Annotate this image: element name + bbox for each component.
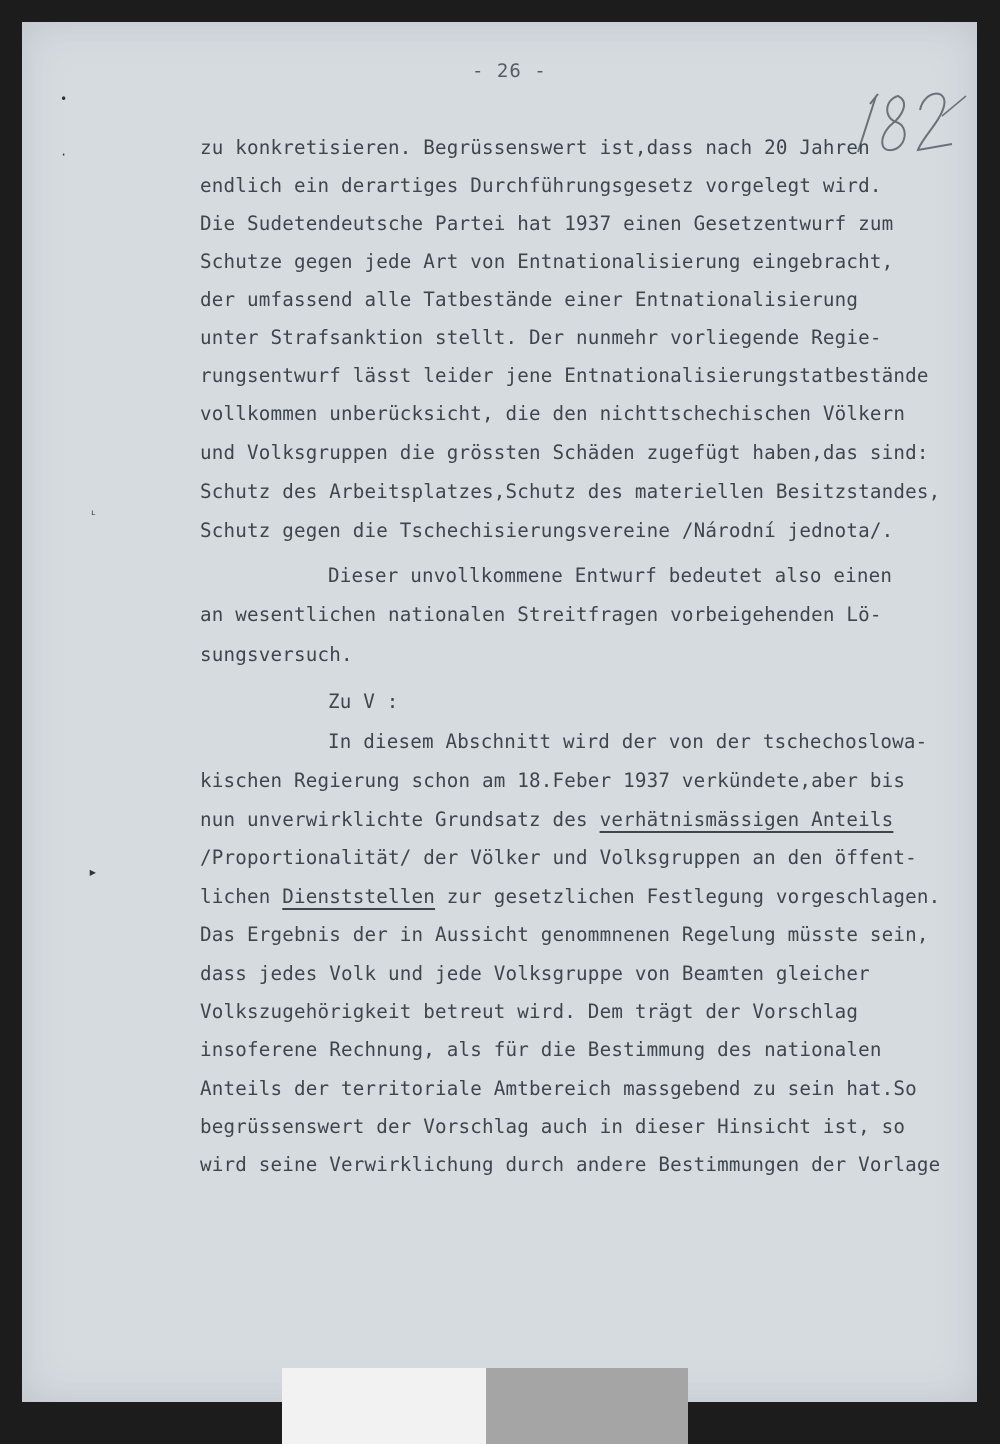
text-line: Das Ergebnis der in Aussicht genommnenen Regelung müsste sein, — [200, 923, 929, 946]
text-segment: nun unverwirklichte Grundsatz des — [200, 808, 600, 831]
text-line: insoferene Rechnung, als für die Bestimmung des nationalen — [200, 1038, 882, 1061]
text-line: kischen Regierung schon am 18.Feber 1937 verkündete,aber bis — [200, 769, 906, 792]
text-line: Dieser unvollkommene Entwurf bedeutet also einen — [328, 564, 893, 587]
text-line: Anteils der territoriale Amtbereich massgebend zu sein hat.So — [200, 1077, 917, 1100]
text-line: rungsentwurf lässt leider jene Entnationalisierungstatbestände — [200, 364, 929, 387]
punch-mark: • — [60, 92, 68, 106]
text-line — [200, 808, 893, 831]
text-segment: lichen — [200, 885, 283, 908]
underlined-text: verhätnismässigen Anteils — [599, 808, 894, 831]
underlined-text: Dienststellen — [282, 885, 436, 908]
text-line: sungsversuch. — [200, 643, 353, 666]
punch-mark: ▸ — [88, 862, 98, 881]
text-line: vollkommen unberücksicht, die den nichttschechischen Völkern — [200, 402, 906, 425]
document-page — [22, 22, 977, 1402]
text-line: /Proportionalität/ der Völker und Volksgruppen an den öffent- — [200, 846, 917, 869]
text-line: In diesem Abschnitt wird der von der tschechoslowa- — [328, 730, 928, 753]
punch-mark: · — [60, 148, 68, 162]
scan-calibration-tab-gray — [486, 1368, 688, 1444]
text-line: Volkszugehörigkeit betreut wird. Dem trägt der Vorschlag — [200, 1000, 859, 1023]
text-line: endlich ein derartiges Durchführungsgesetz vorgelegt wird. — [200, 174, 882, 197]
text-segment: zur gesetzlichen Festlegung vorgeschlagen. — [435, 885, 941, 908]
text-line: der umfassend alle Tatbestände einer Entnationalisierung — [200, 288, 859, 311]
text-line: Schutz des Arbeitsplatzes,Schutz des materiellen Besitzstandes, — [200, 480, 941, 503]
text-line: und Volksgruppen die grössten Schäden zugefügt haben,das sind: — [200, 441, 929, 464]
text-line — [200, 885, 940, 908]
text-line: begrüssenswert der Vorschlag auch in dieser Hinsicht ist, so — [200, 1115, 906, 1138]
text-line: unter Strafsanktion stellt. Der nunmehr vorliegende Regie- — [200, 326, 882, 349]
text-line: wird seine Verwirklichung durch andere Bestimmungen der Vorlage — [200, 1153, 941, 1176]
section-heading: Zu V : — [328, 690, 399, 713]
text-line: Schutz gegen die Tschechisierungsvereine /Národní jednota/. — [200, 519, 894, 542]
text-line: Schutze gegen jede Art von Entnationalisierung eingebracht, — [200, 250, 894, 273]
page-number: - 26 - — [472, 60, 547, 82]
text-line: Die Sudetendeutsche Partei hat 1937 einen Gesetzentwurf zum — [200, 212, 894, 235]
text-line: an wesentlichen nationalen Streitfragen vorbeigehenden Lö- — [200, 603, 882, 626]
text-line: zu konkretisieren. Begrüssenswert ist,dass nach 20 Jahren — [200, 136, 870, 159]
punch-mark: ᴸ — [90, 508, 98, 522]
text-line: dass jedes Volk und jede Volksgruppe von Beamten gleicher — [200, 962, 870, 985]
scan-calibration-tab-white — [282, 1368, 486, 1444]
